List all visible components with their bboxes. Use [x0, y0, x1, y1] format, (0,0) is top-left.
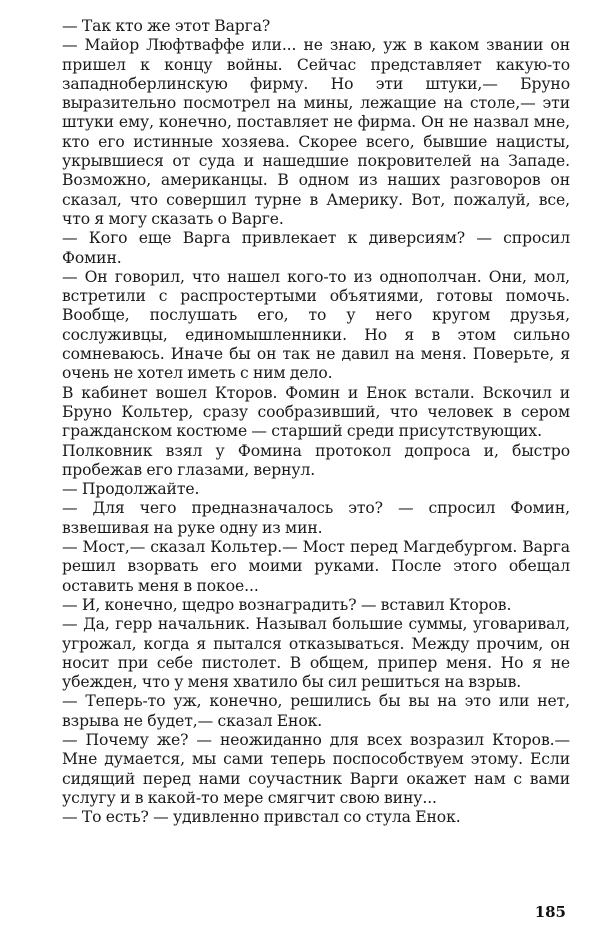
- paragraph-13: — Почему же? — неожиданно для всех возразил Кторов.— Мне думается, мы сами теперь поспособствуем этому. Если сидящий перед нами соучастник Варги окажет нам с вами услугу и в какой-то мере смягчит свою вину...: [62, 730, 570, 807]
- paragraph-1: — Так кто же этот Варга?: [62, 17, 271, 35]
- paragraph-14: — То есть? — удивленно привстал со стула Енок.: [62, 808, 461, 827]
- paragraph-7: — Продолжайте.: [62, 480, 200, 499]
- paragraph-12: — Теперь-то уж, конечно, решились бы вы на это или нет, взрыва не будет,— сказал Енок.: [62, 692, 570, 730]
- book-page-text: [62, 17, 570, 827]
- paragraph-4: — Он говорил, что нашел кого-то из однополчан. Они, мол, встретили с распростертыми объятиями, готовы помочь. Вообще, послушать его, то у него кругом друзья, сослуживцы, единомышленники. Но я в этом сильно сомневаюсь. Иначе бы он так не давил на меня. Поверьте, я очень не хотел иметь с ним дело.: [62, 267, 570, 383]
- paragraph-11: — Да, герр начальник. Называл большие суммы, уговаривал, угрожал, когда я пытался отказываться. Между прочим, он носит при себе пистолет. В общем, припер меня. Но я не убежден, что у меня хватило бы сил решиться на взрыв.: [62, 615, 570, 692]
- page-number: 185: [534, 903, 566, 921]
- paragraph-3: — Кого еще Варга привлекает к диверсиям? — спросил Фомин.: [62, 229, 570, 267]
- paragraph-10: — И, конечно, щедро вознаградить? — вставил Кторов.: [62, 595, 512, 614]
- paragraph-9: — Мост,— сказал Кольтер.— Мост перед Магдебургом. Варга решил взорвать его моими руками. После этого обещал оставить меня в покое...: [62, 538, 570, 595]
- paragraph-6: Полковник взял у Фомина протокол допроса и, быстро пробежав его глазами, вернул.: [62, 441, 570, 479]
- paragraph-8: — Для чего предназначалось это? — спросил Фомин, взвешивая на руке одну из мин.: [62, 499, 570, 537]
- paragraph-5: В кабинет вошел Кторов. Фомин и Енок встали. Вскочил и Бруно Кольтер, сразу сообразивший, что человек в сером гражданском костюме — старший среди присутствующих.: [62, 383, 570, 441]
- paragraph-2: — Майор Люфтваффе или... не знаю, уж в каком звании он пришел к концу войны. Сейчас представляет какую-то западноберлинскую фирму. Но эти штуки,— Бруно выразительно посмотрел на мины, лежащие на столе,— эти штуки ему, конечно, поставляет не фирма. Он не назвал мне, кто его истинные хозяева. Скорее всего, бывшие нацисты, укрывшиеся от суда и нашедшие покровителей на Западе. Возможно, американцы. В одном из наших разговоров он сказал, что совершил турне в Америку. Вот, пожалуй, все, что я могу сказать о Варге.: [62, 36, 570, 228]
